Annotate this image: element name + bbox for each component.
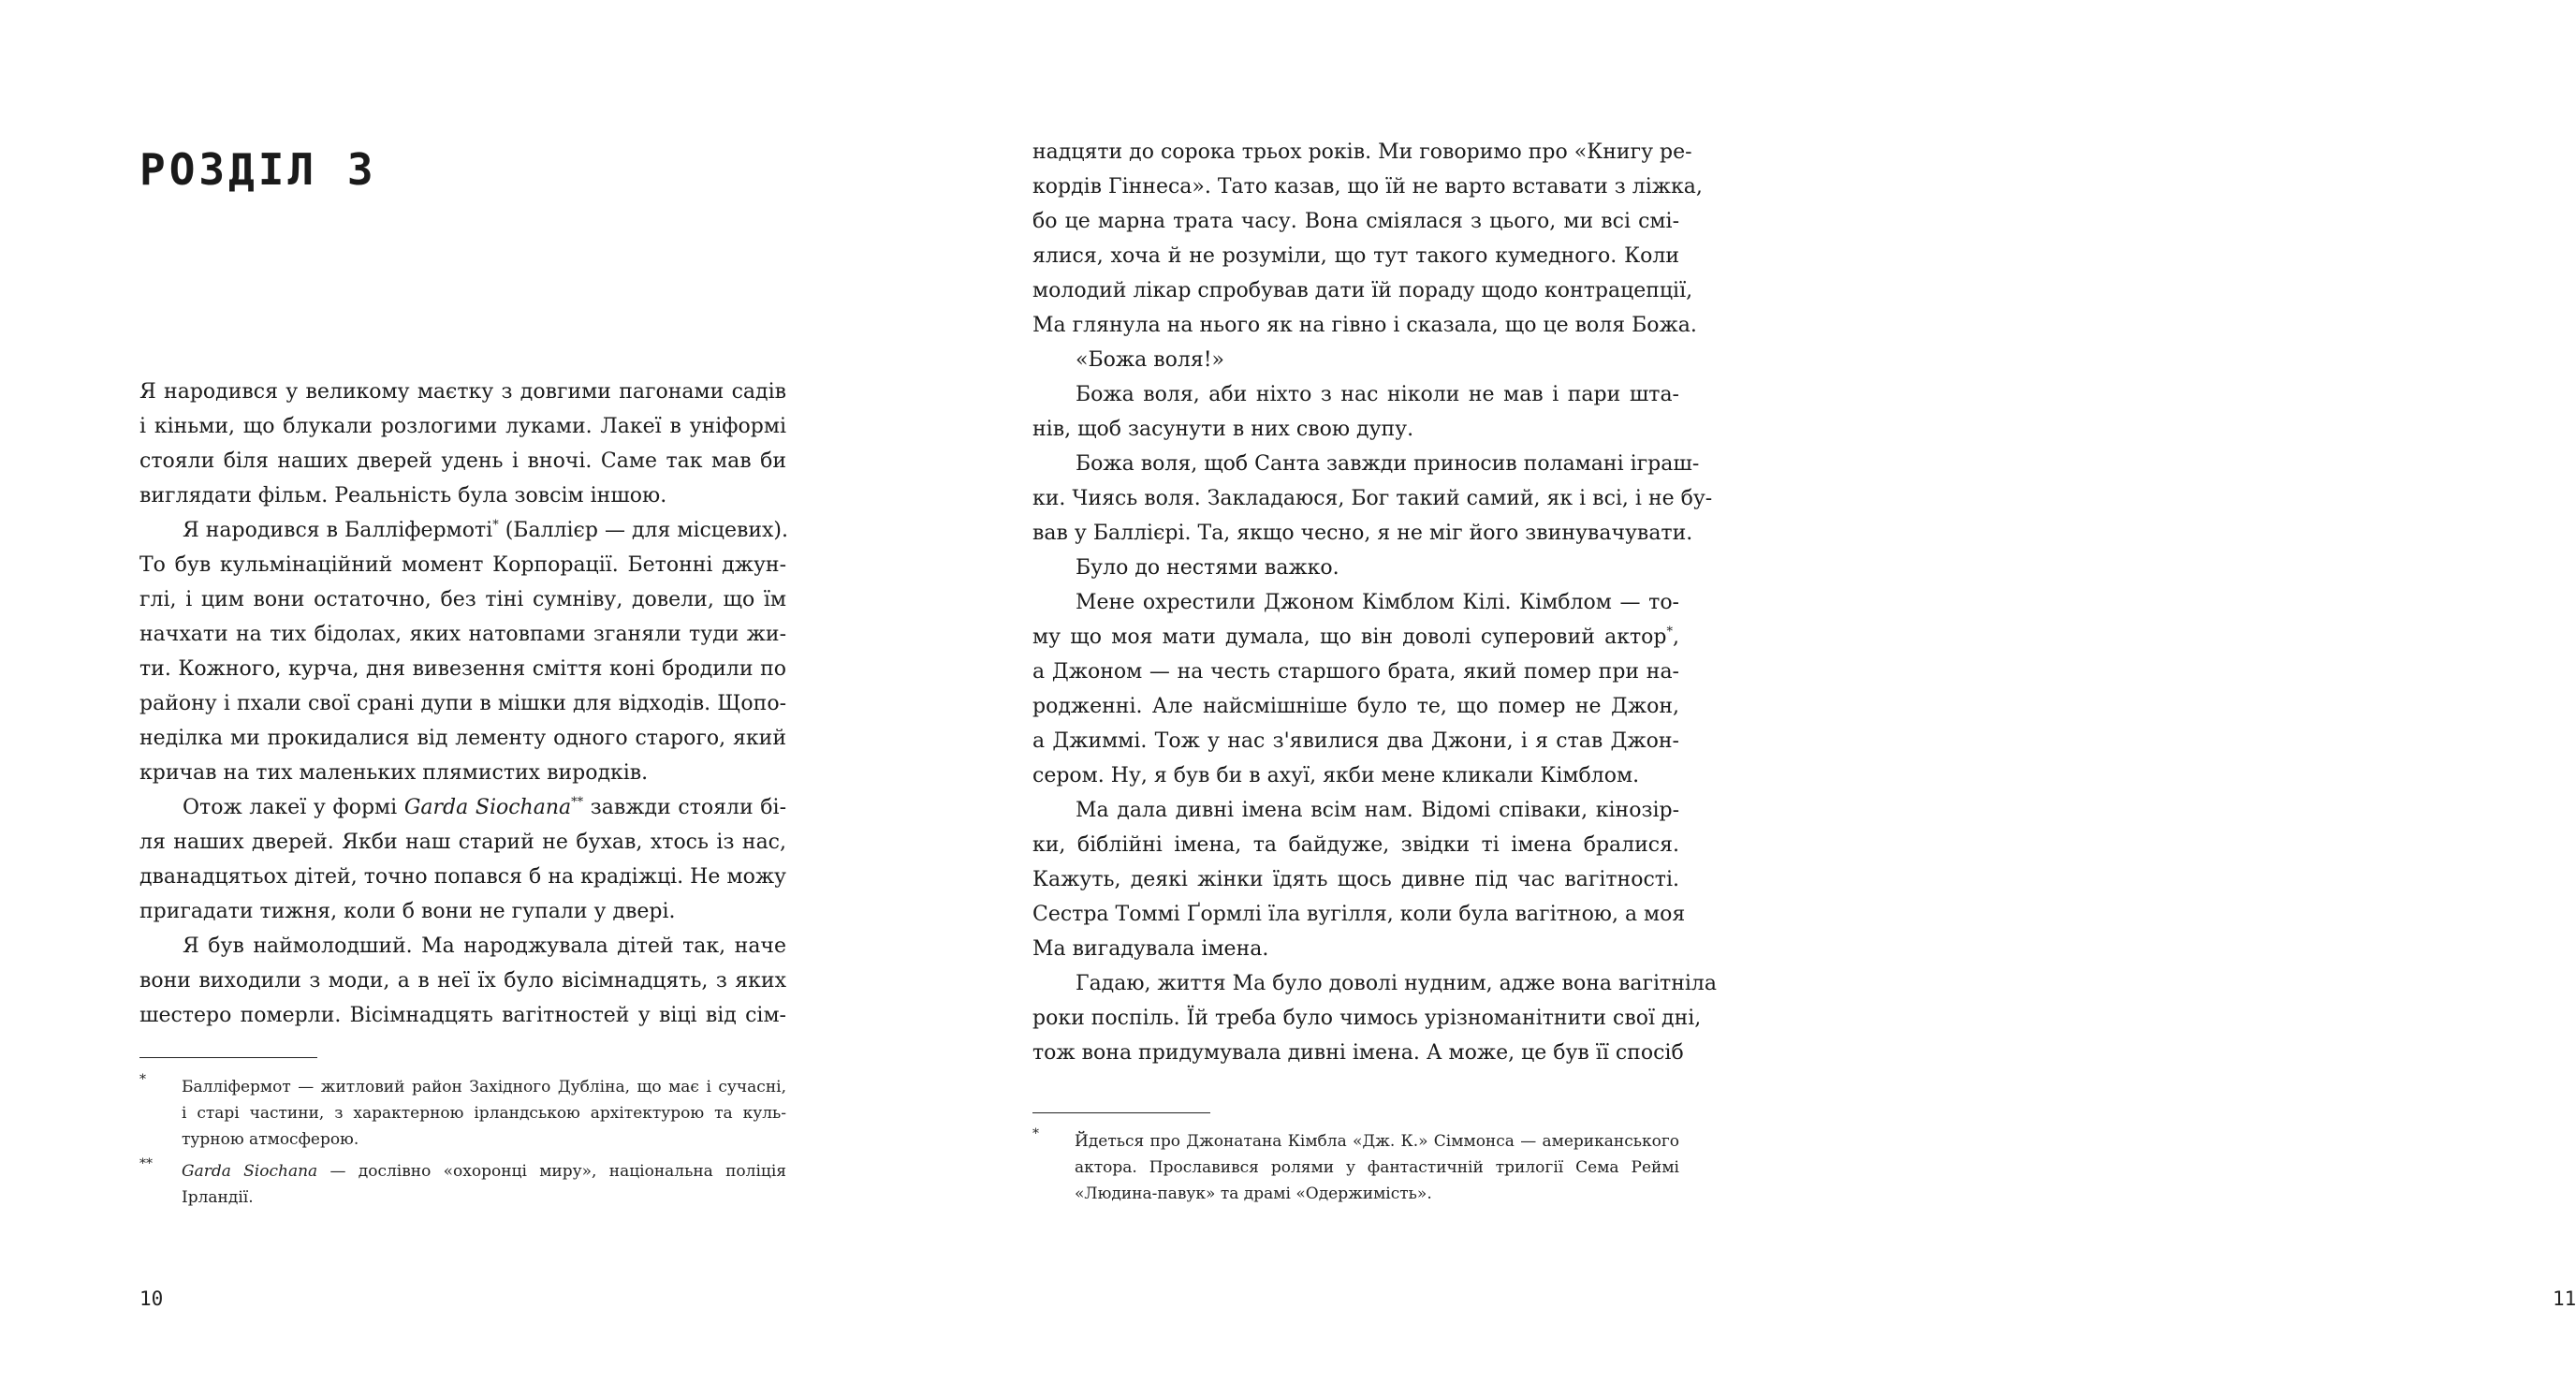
footnote-line: Garda Siochana — дослівно «охоронці миру», національна поліція	[182, 1162, 786, 1181]
footnote-rule	[1032, 1112, 1210, 1113]
text-line: а Джиммі. Тож у нас з'явилися два Джони, і я став Джон-	[1032, 729, 1679, 753]
text-line: шестеро померли. Вісімнадцять вагітностей у віці від сім-	[139, 1004, 786, 1027]
text-line: молодий лікар спробував дати їй пораду щодо контрацепції,	[1032, 279, 1693, 302]
footnote	[139, 1074, 786, 1153]
footnote-mark: *	[1032, 1126, 1039, 1141]
footnote-line: Балліфермот — житловий район Західного Дубліна, що має і сучасні,	[182, 1078, 786, 1096]
text-line: ялися, хоча й не розуміли, що тут такого кумедного. Коли	[1032, 244, 1679, 268]
text-line: стояли біля наших дверей удень і вночі. Саме так мав би	[139, 449, 786, 473]
text-line: а Джоном — на честь старшого брата, який помер при на-	[1032, 660, 1679, 684]
text-line: То був кульмінаційний момент Корпорації. Бетонні джун-	[139, 553, 786, 577]
text-line: Було до нестями важко.	[1076, 556, 1339, 580]
text-line: глі, і цим вони остаточно, без тіні сумніву, довели, що їм	[139, 588, 786, 611]
footnote-line: Йдеться про Джонатана Кімбла «Дж. К.» Сіммонса — американського	[1075, 1132, 1679, 1151]
chapter-title: РОЗДІЛ 3	[139, 144, 377, 195]
footnote-mark: *	[139, 1072, 146, 1087]
right-footnotes	[1032, 1128, 1679, 1213]
text-line: неділка ми прокидалися від лементу одного старого, який	[139, 727, 786, 750]
text-line: ки, біблійні імена, та байдуже, звідки ті імена бралися.	[1032, 833, 1679, 857]
text-line: Божа воля, щоб Санта завжди приносив поламані іграш-	[1076, 452, 1700, 476]
text-line: тож вона придумувала дивні імена. А може, це був її спосіб	[1032, 1041, 1684, 1065]
text-line: «Божа воля!»	[1076, 348, 1225, 372]
text-line: Гадаю, життя Ма було доволі нудним, адже вона вагітніла	[1076, 972, 1717, 995]
text-line: родженні. Але найсмішніше було те, що помер не Джон,	[1032, 695, 1679, 718]
footnote-line: Ірландії.	[182, 1188, 254, 1207]
text-line: роки поспіль. Їй треба було чимось урізноманітнити свої дні,	[1032, 1007, 1702, 1030]
page-number-right: 11	[2553, 1287, 2576, 1310]
text-line: пригадати тижня, коли б вони не гупали у двері.	[139, 900, 676, 923]
right-body-text	[1032, 135, 1717, 1070]
footnote	[139, 1158, 786, 1211]
footnote	[1032, 1128, 1679, 1207]
text-line: дванадцятьох дітей, точно попався б на крадіжці. Не можу	[139, 865, 786, 889]
left-page	[0, 0, 899, 1383]
page-number-left: 10	[139, 1287, 164, 1310]
text-line: ки. Чиясь воля. Закладаюся, Бог такий самий, як і всі, і не бу-	[1032, 487, 1713, 510]
text-line: надцяти до сорока трьох років. Ми говоримо про «Книгу ре-	[1032, 140, 1692, 164]
text-line: Сестра Томмі Ґормлі їла вугілля, коли була вагітною, а моя	[1032, 903, 1686, 926]
text-line: ти. Кожного, курча, дня вивезення сміття коні бродили по	[139, 657, 786, 681]
left-body-text	[139, 375, 789, 1033]
text-line: Ма вигадувала імена.	[1032, 937, 1269, 961]
left-footnotes	[139, 1074, 786, 1216]
right-page	[899, 0, 2576, 1383]
text-line: начхати на тих бідолах, яких натовпами зганяли туди жи-	[139, 623, 786, 646]
footnote-rule	[139, 1057, 317, 1058]
text-line: Я був наймолодший. Ма народжувала дітей так, наче	[183, 934, 786, 958]
text-line: кордів Гіннеса». Тато казав, що їй не варто вставати з ліжка,	[1032, 175, 1703, 199]
text-line: Кажуть, деякі жінки їдять щось дивне під час вагітності.	[1032, 868, 1679, 891]
footnote-line: турною атмосферою.	[182, 1130, 359, 1149]
footnote-line: актора. Прославився ролями у фантастичній трилогії Сема Реймі	[1075, 1158, 1679, 1177]
text-line: бо це марна трата часу. Вона сміялася з цього, ми всі смі-	[1032, 210, 1679, 233]
text-line: Мене охрестили Джоном Кімблом Кілі. Кімблом — то-	[1076, 591, 1679, 614]
footnote-line: і старі частини, з характерною ірландською архітектурою та куль-	[182, 1104, 786, 1123]
text-line: Ма глянула на нього як на гівно і сказала, що це воля Божа.	[1032, 314, 1697, 337]
footnote-mark: **	[139, 1156, 153, 1171]
text-line: Я народився у великому маєтку з довгими пагонами садів	[139, 380, 786, 404]
text-line: вав у Баллієрі. Та, якщо чесно, я не міг його звинувачувати.	[1032, 522, 1693, 545]
text-line: району і пхали свої срані дупи в мішки для відходів. Щопо-	[139, 692, 786, 715]
text-line: і кіньми, що блукали розлогими луками. Лакеї в уніформі	[139, 415, 786, 438]
text-line: Я народився в Балліфермоті* (Баллієр — для місцевих).	[183, 518, 789, 542]
text-line: сером. Ну, я був би в ахуї, якби мене кликали Кімблом.	[1032, 764, 1640, 787]
text-line: виглядати фільм. Реальність була зовсім іншою.	[139, 484, 667, 508]
text-line: нів, щоб засунути в них свою дупу.	[1032, 418, 1414, 441]
text-line: ля наших дверей. Якби наш старий не бухав, хтось із нас,	[139, 831, 786, 854]
text-line: Ма дала дивні імена всім нам. Відомі співаки, кінозір-	[1076, 799, 1679, 822]
text-line: Отож лакеї у формі Garda Siochana** завжди стояли бі-	[183, 795, 787, 819]
text-line: кричав на тих маленьких плямистих виродків.	[139, 761, 649, 785]
footnote-line: «Людина-павук» та драмі «Одержимість».	[1075, 1184, 1432, 1203]
text-line: му що моя мати думала, що він доволі суперовий актор*,	[1032, 625, 1679, 649]
text-line: Божа воля, аби ніхто з нас ніколи не мав і пари шта-	[1076, 383, 1679, 406]
text-line: вони виходили з моди, а в неї їх було вісімнадцять, з яких	[139, 969, 786, 993]
